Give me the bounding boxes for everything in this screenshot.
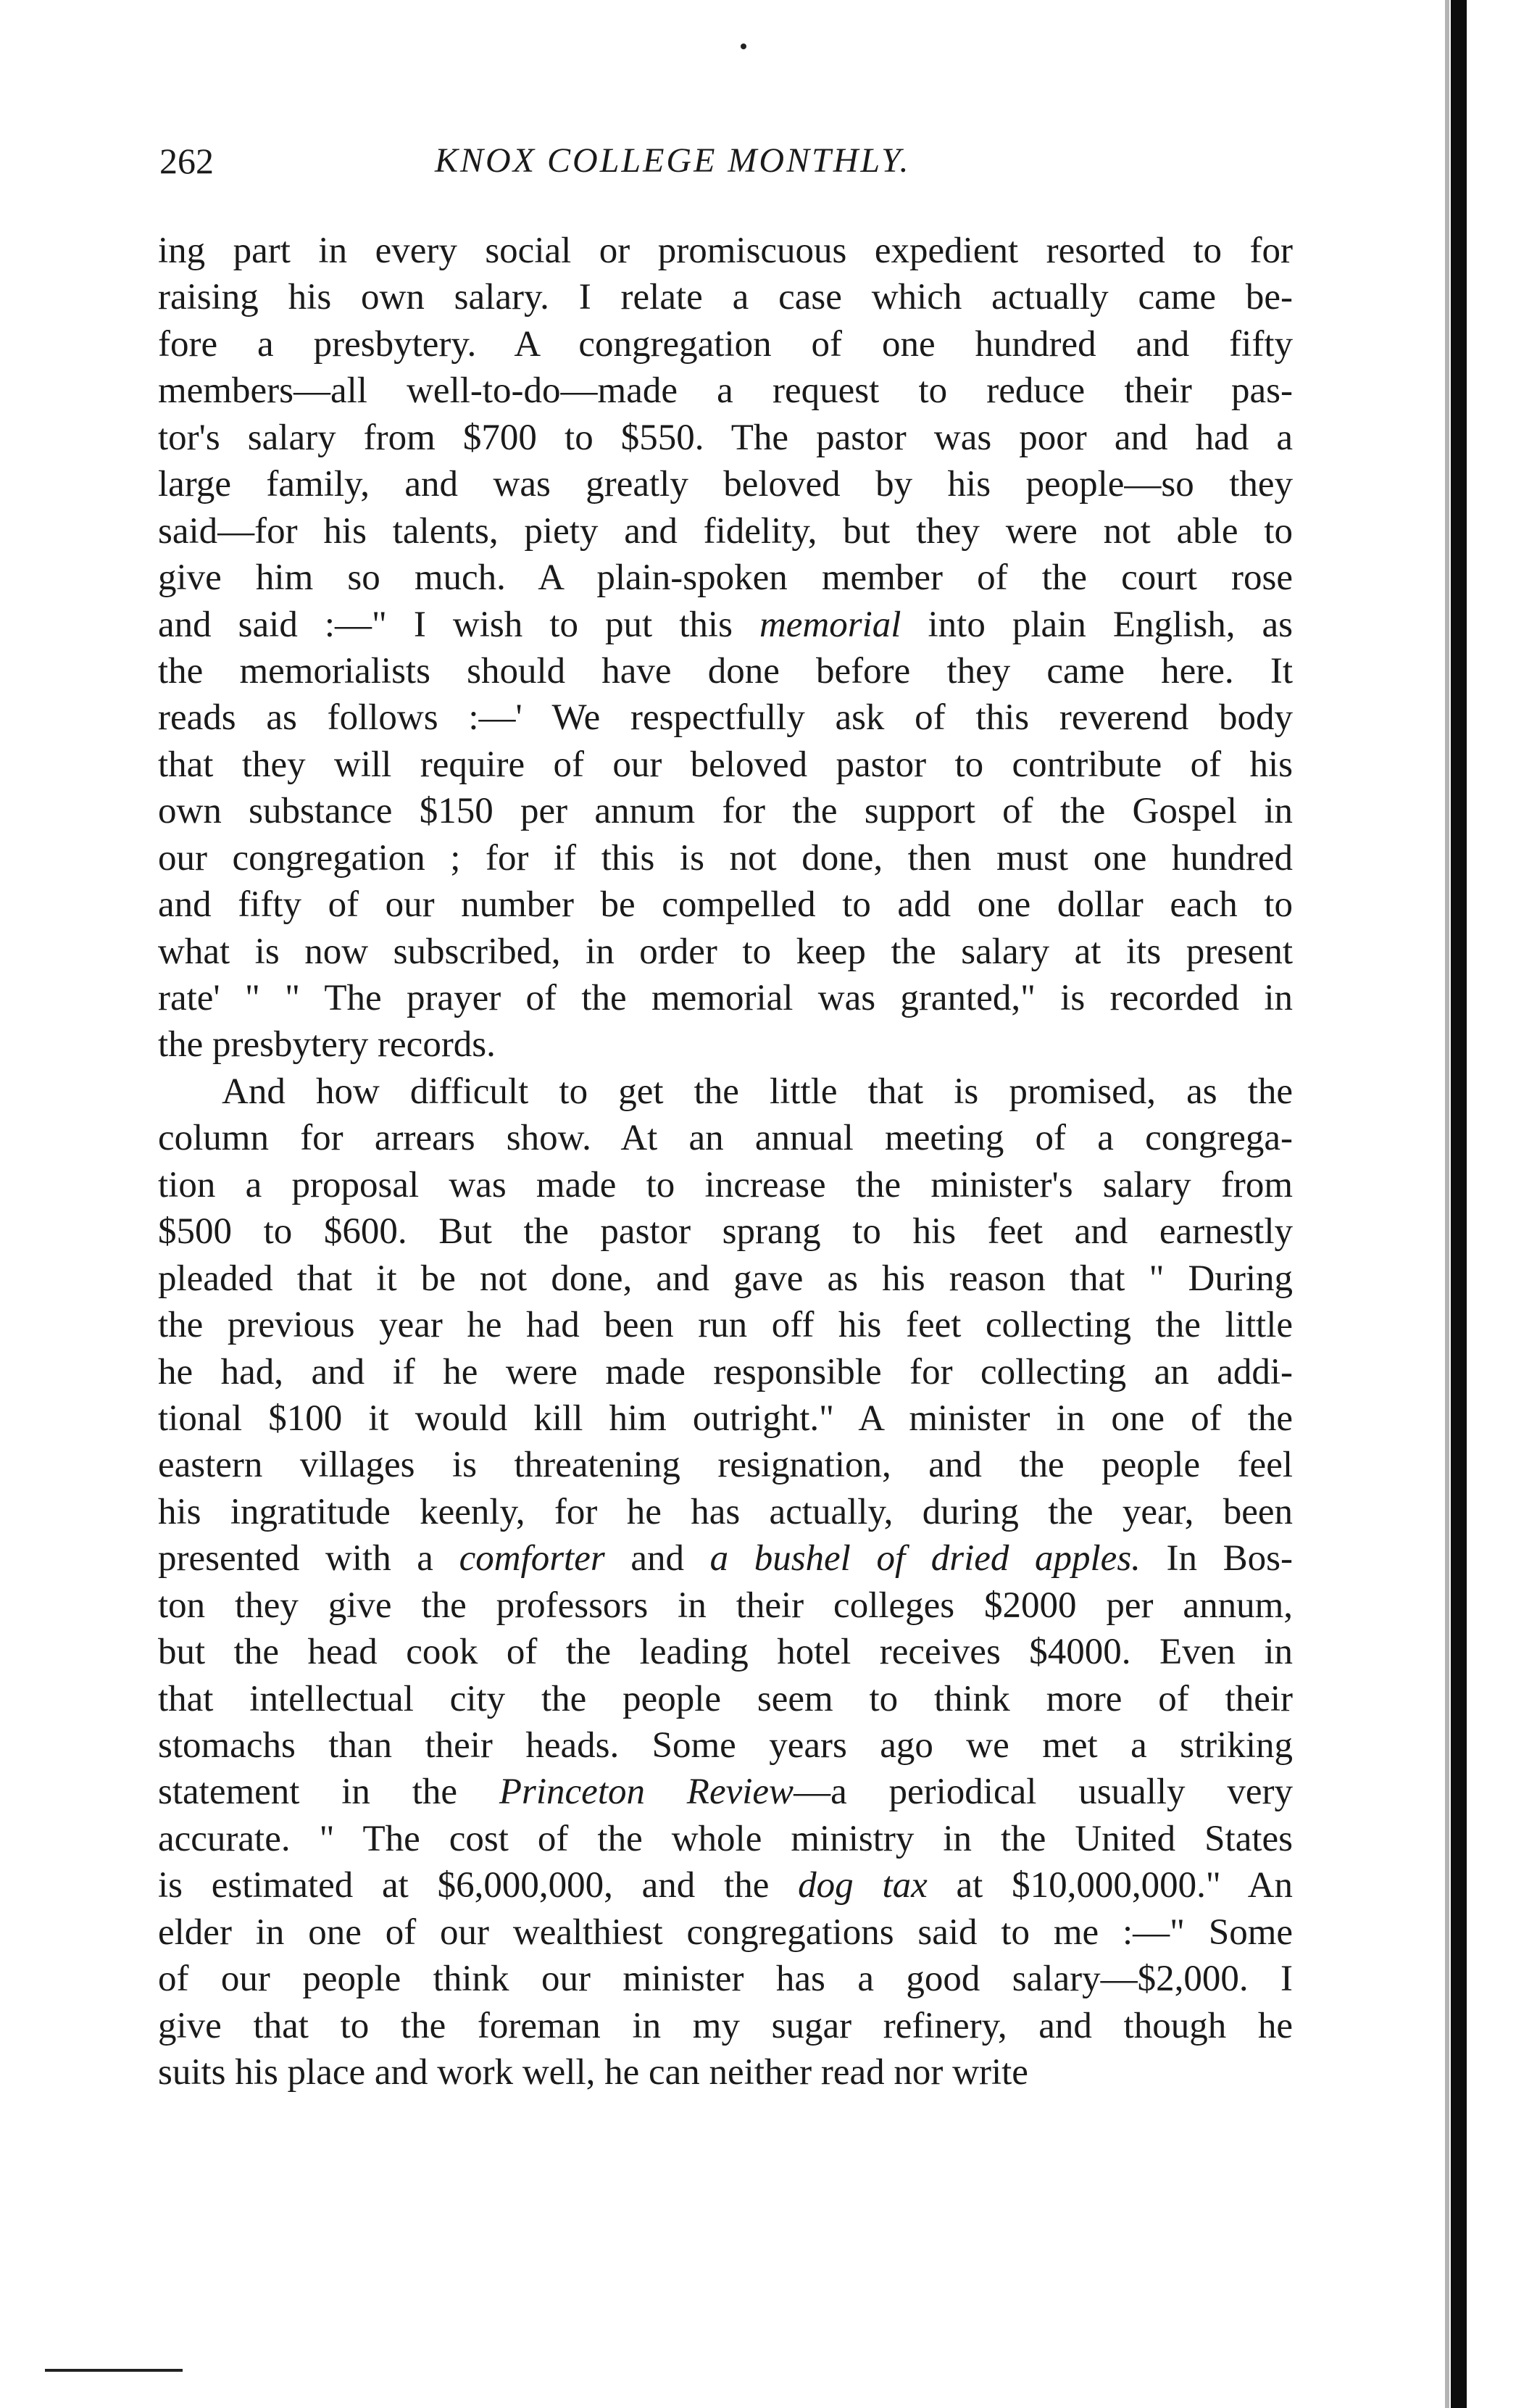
text-line: large family, and was greatly beloved by his people—so they	[158, 464, 1293, 505]
text-line: our congregation ; for if this is not done, then must one hundred	[158, 837, 1293, 879]
text-line: the previous year he had been run off his feet collecting the little	[158, 1305, 1293, 1346]
text-line: fore a presbytery. A congregation of one hundred and fifty	[158, 323, 1293, 365]
text-line: that they will require of our beloved pastor to contribute of his	[158, 744, 1293, 785]
text-segment: statement in the	[158, 1772, 499, 1813]
text-line: give him so much. A plain-spoken member of the court rose	[158, 557, 1293, 599]
text-line: tion a proposal was made to increase the minister's salary from	[158, 1164, 1293, 1205]
text-line: and fifty of our number be compelled to add one dollar each to	[158, 884, 1293, 926]
bottom-rule	[45, 2369, 183, 2372]
text-line: tor's salary from $700 to $550. The pastor was poor and had a	[158, 417, 1293, 458]
text-line	[158, 1769, 1293, 1815]
text-line: pleaded that it be not done, and gave as his reason that " During	[158, 1258, 1293, 1299]
text-segment: and said :—" I wish to put this	[158, 604, 759, 645]
text-line: ing part in every social or promiscuous expedient resorted to for	[158, 231, 1293, 271]
text-line: he had, and if he were made responsible for collecting an addi-	[158, 1351, 1293, 1392]
text-segment: —a periodical usually very	[794, 1772, 1293, 1813]
text-line: $500 to $600. But the pastor sprang to his feet and earnestly	[158, 1211, 1293, 1253]
text-line: of our people think our minister has a good salary—$2,000. I	[158, 1959, 1293, 2000]
body-text	[158, 228, 1293, 2096]
italic-phrase: memorial	[759, 604, 901, 645]
text-line: stomachs than their heads. Some years ago we met a striking	[158, 1725, 1293, 1766]
text-line: give that to the foreman in my sugar refinery, and though he	[158, 2005, 1293, 2046]
text-line: the presbytery records.	[158, 1024, 496, 1066]
italic-phrase: dog tax	[798, 1865, 928, 1906]
text-segment: In Bos-	[1140, 1538, 1293, 1579]
text-line: the memorialists should have done before they came here. It	[158, 650, 1293, 692]
italic-phrase: comforter	[459, 1538, 605, 1579]
text-segment: is estimated at $6,000,000, and the	[158, 1865, 799, 1906]
binding-edge-bar	[1451, 0, 1467, 2408]
text-line	[158, 1862, 1293, 1909]
text-line: what is now subscribed, in order to keep the salary at its present	[158, 931, 1293, 972]
text-line: tional $100 it would kill him outright." A minister in one of the	[158, 1398, 1293, 1439]
text-line: members—all well-to-do—made a request to reduce their pas-	[158, 370, 1293, 412]
text-line: eastern villages is threatening resignation, and the people feel	[158, 1445, 1293, 1486]
text-segment: into plain English, as	[901, 604, 1294, 645]
page-edge-shadow	[1445, 0, 1449, 2408]
running-title: KNOX COLLEGE MONTHLY.	[435, 141, 911, 180]
text-line: his ingratitude keenly, for he has actually, during the year, been	[158, 1491, 1293, 1532]
paragraph-start-line: And how difficult to get the little that is promised, as the	[222, 1071, 1293, 1112]
speck-mark	[741, 43, 746, 49]
text-line: own substance $150 per annum for the support of the Gospel in	[158, 791, 1293, 832]
text-line	[158, 602, 1293, 648]
text-line: suits his place and work well, he can neither read nor write	[158, 2052, 1028, 2093]
text-line	[158, 1535, 1293, 1582]
text-line: reads as follows :—' We respectfully ask of this reverend body	[158, 697, 1293, 739]
italic-phrase: Princeton Review	[499, 1772, 794, 1813]
text-line: rate' " " The prayer of the memorial was granted," is recorded in	[158, 978, 1293, 1018]
page-header	[159, 139, 1304, 190]
italic-phrase: a bushel of dried apples.	[709, 1538, 1141, 1579]
text-line: said—for his talents, piety and fidelity, but they were not able to	[158, 510, 1293, 552]
text-line: column for arrears show. At an annual meeting of a congrega-	[158, 1118, 1293, 1159]
text-segment: and	[604, 1538, 710, 1579]
text-line: ton they give the professors in their colleges $2000 per annum,	[158, 1585, 1293, 1626]
text-line: but the head cook of the leading hotel receives $4000. Even in	[158, 1632, 1293, 1673]
text-line: that intellectual city the people seem to think more of their	[158, 1678, 1293, 1719]
text-line: accurate. " The cost of the whole ministry in the United States	[158, 1818, 1293, 1859]
text-line: raising his own salary. I relate a case which actually came be-	[158, 277, 1293, 318]
text-segment: at $10,000,000." An	[927, 1865, 1293, 1906]
text-segment: presented with a	[158, 1538, 459, 1579]
page-number: 262	[159, 141, 214, 181]
text-line: elder in one of our wealthiest congregations said to me :—" Some	[158, 1911, 1293, 1953]
